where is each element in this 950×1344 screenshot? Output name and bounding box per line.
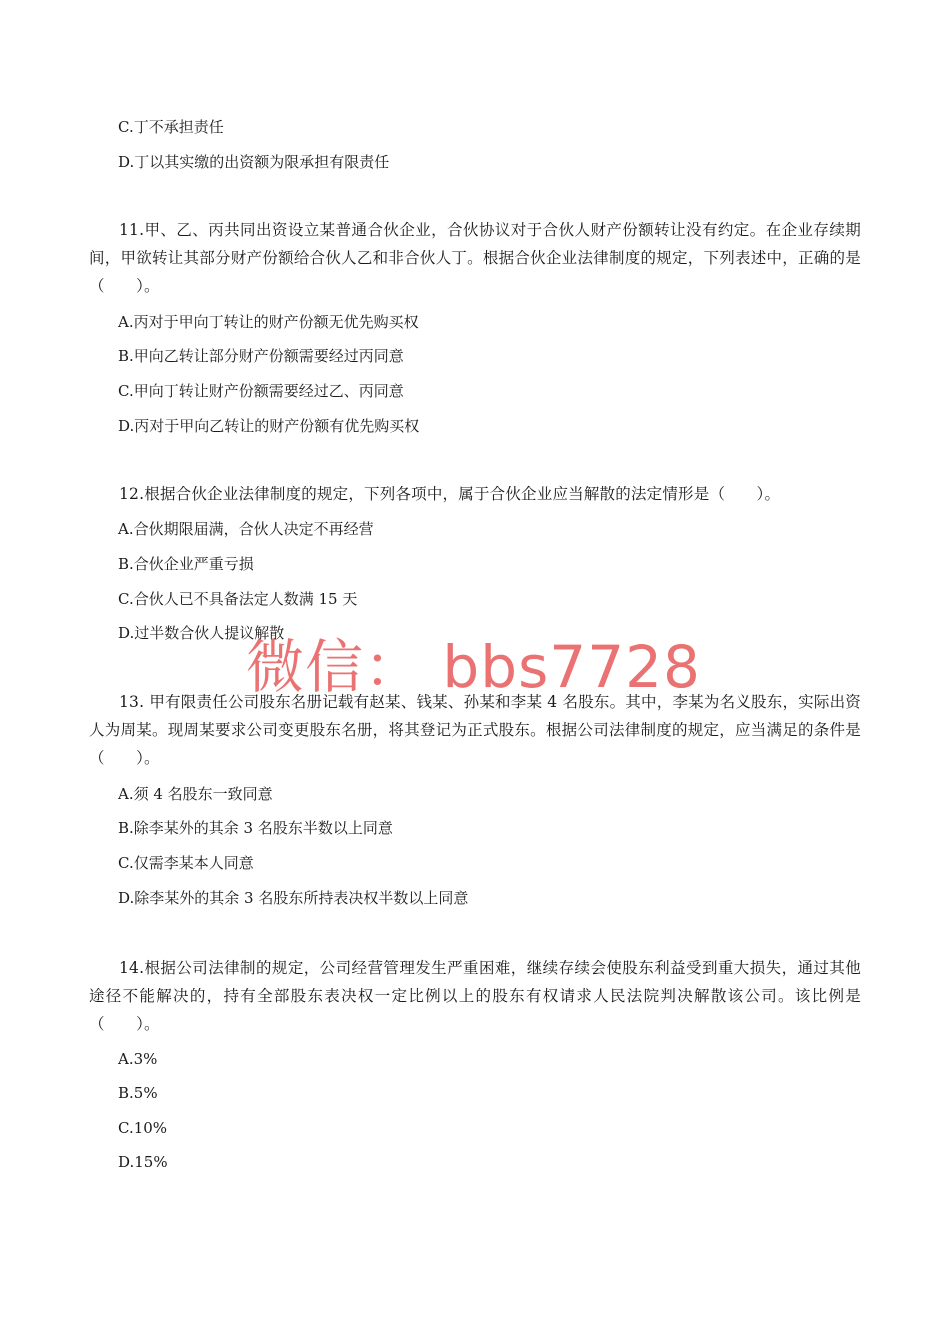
question-14-option-b: B.5% (118, 1084, 158, 1102)
question-12-stem: 12.根据合伙企业法律制度的规定，下列各项中，属于合伙企业应当解散的法定情形是（ ）。 (119, 485, 781, 503)
question-14-option-a: A.3% (118, 1050, 158, 1068)
question-13-option-b: B.除李某外的其余 3 名股东半数以上同意 (118, 819, 393, 837)
question-12-option-d: D.过半数合伙人提议解散 (118, 624, 285, 642)
question-12-option-b: B.合伙企业严重亏损 (118, 555, 254, 573)
question-11-option-c: C.甲向丁转让财产份额需要经过乙、丙同意 (118, 382, 404, 400)
question-14-option-c: C.10% (118, 1119, 168, 1137)
question-11-stem: 11.甲、乙、丙共同出资设立某普通合伙企业，合伙协议对于合伙人财产份额转让没有约定。在企业存续期间，甲欲转让其部分财产份额给合伙人乙和非合伙人丁。根据合伙企业法律制度的规定，下列表述中，正确的是（ ）。 (89, 221, 861, 295)
question-11-option-d: D.丙对于甲向乙转让的财产份额有优先购买权 (118, 417, 420, 435)
question-12-option-c: C.合伙人已不具备法定人数满 15 天 (118, 590, 358, 608)
question-11-option-b: B.甲向乙转让部分财产份额需要经过丙同意 (118, 347, 404, 365)
question-13-stem: 13. 甲有限责任公司股东名册记载有赵某、钱某、孙某和李某 4 名股东。其中，李某为名义股东，实际出资人为周某。现周某要求公司变更股东名册，将其登记为正式股东。根据公司法律制度的规定，应当满足的条件是（ ）。 (89, 693, 861, 767)
watermark: 微信： bbs7728 (246, 633, 701, 701)
question-11-option-a: A.丙对于甲向丁转让的财产份额无优先购买权 (118, 313, 419, 331)
question-14-stem: 14.根据公司法律制的规定，公司经营管理发生严重困难，继续存续会使股东利益受到重大损失，通过其他途径不能解决的，持有全部股东表决权一定比例以上的股东有权请求人民法院判决解散该公司。该比例是（ ）。 (89, 959, 861, 1033)
question-14-option-d: D.15% (118, 1153, 168, 1171)
option-c-prev: C.丁不承担责任 (118, 118, 224, 136)
question-12-option-a: A.合伙期限届满，合伙人决定不再经营 (118, 520, 374, 538)
question-13-option-d: D.除李某外的其余 3 名股东所持表决权半数以上同意 (118, 889, 469, 907)
option-d-prev: D.丁以其实缴的出资额为限承担有限责任 (118, 153, 390, 171)
question-13-option-a: A.须 4 名股东一致同意 (118, 785, 273, 803)
question-13-option-c: C.仅需李某本人同意 (118, 854, 254, 872)
